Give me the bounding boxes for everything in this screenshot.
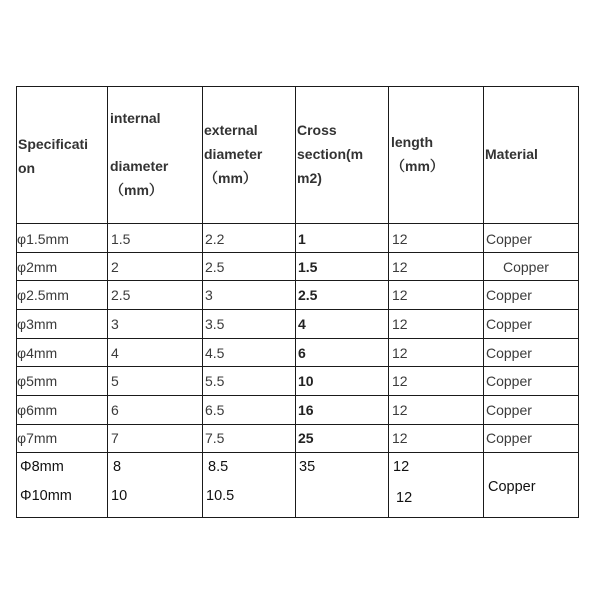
header-cross-section: Cross section(m m2) bbox=[297, 122, 364, 186]
cell-length: 12 bbox=[396, 490, 413, 506]
cell-external: 10.5 bbox=[206, 488, 235, 504]
cell-internal: 2 bbox=[111, 259, 119, 275]
cell-external: 7.5 bbox=[205, 430, 225, 446]
row-divider bbox=[16, 223, 579, 224]
cell-length: 12 bbox=[392, 287, 408, 303]
table-border-right bbox=[578, 86, 579, 518]
cell-material: Copper bbox=[486, 402, 532, 418]
cell-length: 12 bbox=[392, 345, 408, 361]
cell-length: 12 bbox=[392, 430, 408, 446]
row-divider bbox=[16, 252, 579, 253]
cell-internal: 10 bbox=[111, 488, 128, 504]
cell-length: 12 bbox=[392, 259, 408, 275]
cell-external: 3.5 bbox=[205, 316, 225, 332]
cell-material: Copper bbox=[486, 287, 532, 303]
cell-length: 12 bbox=[392, 373, 408, 389]
table-border-top bbox=[16, 86, 579, 87]
cell-spec: φ4mm bbox=[17, 345, 58, 361]
cell-spec: φ2.5mm bbox=[17, 287, 69, 303]
header-external-diameter: external diameter （mm） bbox=[204, 122, 263, 186]
cell-internal: 3 bbox=[111, 316, 119, 332]
cell-material: Copper bbox=[486, 430, 532, 446]
cell-external: 2.2 bbox=[205, 231, 225, 247]
table-border-bottom bbox=[16, 517, 579, 518]
cell-cross: 4 bbox=[298, 316, 306, 332]
cell-cross: 35 bbox=[299, 459, 316, 475]
cell-material: Copper bbox=[488, 479, 536, 495]
column-divider bbox=[483, 86, 484, 518]
row-divider bbox=[16, 452, 579, 453]
cell-internal: 8 bbox=[113, 459, 122, 475]
cell-external: 5.5 bbox=[205, 373, 225, 389]
header-specification: Specificati on bbox=[18, 136, 89, 176]
cell-internal: 7 bbox=[111, 430, 119, 446]
cell-external: 4.5 bbox=[205, 345, 225, 361]
cell-material: Copper bbox=[486, 345, 532, 361]
row-divider bbox=[16, 338, 579, 339]
cell-spec: φ2mm bbox=[17, 259, 58, 275]
cell-cross: 25 bbox=[298, 430, 314, 446]
row-divider bbox=[16, 309, 579, 310]
cell-material: Copper bbox=[486, 316, 532, 332]
cell-spec: φ5mm bbox=[17, 373, 58, 389]
cell-internal: 6 bbox=[111, 402, 119, 418]
cell-cross: 1 bbox=[298, 231, 306, 247]
cell-spec: φ6mm bbox=[17, 402, 58, 418]
cell-cross: 2.5 bbox=[298, 287, 318, 303]
cell-external: 3 bbox=[205, 287, 213, 303]
cell-length: 12 bbox=[392, 402, 408, 418]
row-divider bbox=[16, 366, 579, 367]
cell-spec: Φ10mm bbox=[20, 488, 72, 504]
row-divider bbox=[16, 395, 579, 396]
specification-table bbox=[16, 86, 579, 518]
cell-length: 12 bbox=[392, 231, 408, 247]
column-divider bbox=[107, 86, 108, 518]
cell-spec: φ7mm bbox=[17, 430, 58, 446]
cell-length: 12 bbox=[393, 459, 410, 475]
cell-length: 12 bbox=[392, 316, 408, 332]
cell-cross: 1.5 bbox=[298, 259, 318, 275]
cell-external: 2.5 bbox=[205, 259, 225, 275]
cell-cross: 10 bbox=[298, 373, 314, 389]
row-divider bbox=[16, 280, 579, 281]
column-divider bbox=[295, 86, 296, 518]
column-divider bbox=[202, 86, 203, 518]
cell-internal: 1.5 bbox=[111, 231, 131, 247]
column-divider bbox=[388, 86, 389, 518]
cell-cross: 6 bbox=[298, 345, 306, 361]
cell-cross: 16 bbox=[298, 402, 314, 418]
cell-external: 8.5 bbox=[208, 459, 229, 475]
row-divider bbox=[16, 424, 579, 425]
cell-internal: 5 bbox=[111, 373, 119, 389]
cell-material: Copper bbox=[503, 259, 549, 275]
header-length: length （mm） bbox=[391, 134, 444, 174]
header-material: Material bbox=[485, 146, 538, 162]
cell-spec: φ3mm bbox=[17, 316, 58, 332]
cell-internal: 4 bbox=[111, 345, 119, 361]
cell-spec: φ1.5mm bbox=[17, 231, 69, 247]
cell-material: Copper bbox=[486, 231, 532, 247]
cell-internal: 2.5 bbox=[111, 287, 131, 303]
cell-material: Copper bbox=[486, 373, 532, 389]
header-internal-diameter: internal diameter （mm） bbox=[110, 110, 169, 198]
cell-spec: Φ8mm bbox=[20, 459, 64, 475]
cell-external: 6.5 bbox=[205, 402, 225, 418]
